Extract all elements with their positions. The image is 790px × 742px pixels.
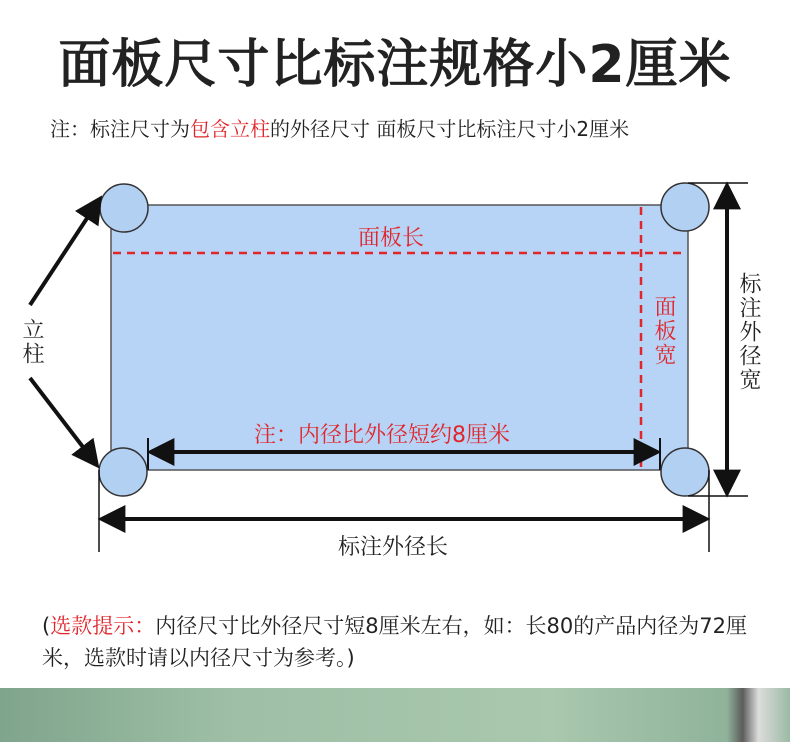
post-arrow-up [30, 200, 99, 305]
tip-open: ( [42, 614, 51, 638]
post-bottom-left [99, 448, 147, 496]
inner-diameter-note: 注：内径比外径短约8厘米 [254, 423, 510, 448]
post-arrow-down [30, 378, 96, 464]
outer-width-label: 标注外径宽 [736, 272, 761, 392]
tip-text: 内径尺寸比外径尺寸短8厘米左右，如：长80的产品内径为72厘米，选款时请以内径尺寸为参考。) [42, 614, 748, 670]
post-label: 立柱 [19, 318, 44, 366]
product-photo-strip [0, 688, 790, 742]
post-bottom-right [661, 448, 709, 496]
selection-tip [42, 610, 772, 674]
note-highlight: 包含立柱 [190, 117, 270, 141]
page-title: 面板尺寸比标注规格小2厘米 [58, 35, 732, 95]
panel-length-label: 面板长 [358, 226, 425, 251]
panel-width-label: 面板宽 [651, 295, 676, 367]
note-suffix: 的外径尺寸 面板尺寸比标注尺寸小2厘米 [270, 117, 630, 141]
post-top-right [661, 183, 709, 231]
outer-length-label: 标注外径长 [338, 535, 449, 560]
tip-label: 选款提示： [50, 614, 156, 638]
post-top-left [100, 184, 148, 232]
note-prefix: 注：标注尺寸为 [50, 117, 190, 141]
